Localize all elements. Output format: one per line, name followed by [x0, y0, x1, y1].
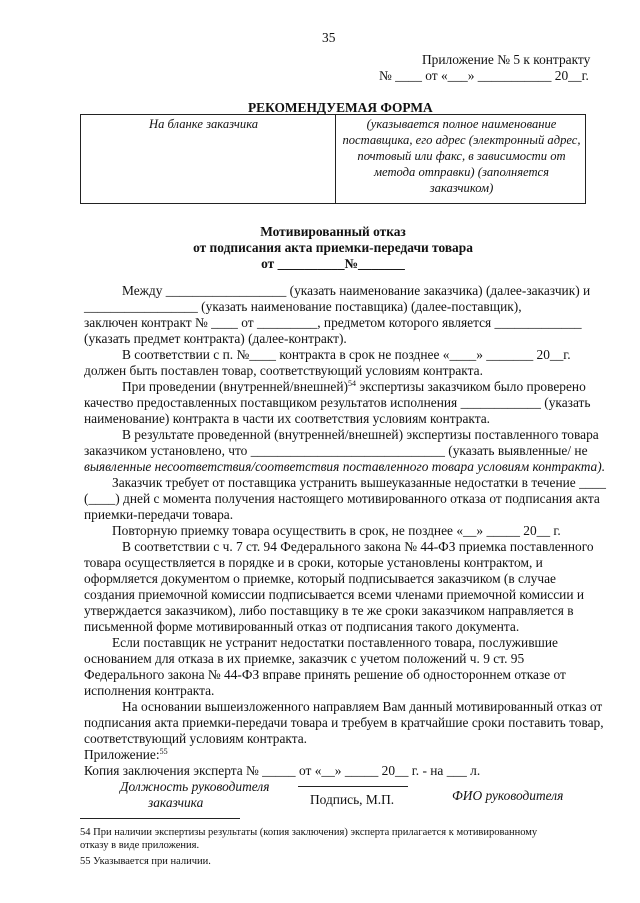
body-line-1: Между __________________ (указать наименование заказчика) (далее-заказчик) и: [122, 283, 591, 298]
footnote-ref-55: 55: [159, 747, 168, 756]
body-line-9: наименование) контракта в части их соответствия условиям контракта.: [84, 411, 491, 426]
doc-title-2: от подписания акта приемки-передачи товара: [193, 240, 473, 255]
signature-position-2: заказчика: [148, 795, 204, 810]
form-table-right-2: поставщика, его адрес (электронный адрес,: [342, 133, 581, 147]
form-header-table: [80, 114, 586, 204]
body-line-6: должен быть поставлен товар, соответствующий условиям контракта.: [84, 363, 483, 378]
body-line-2: _________________ (указать наименование поставщика) (далее-поставщик),: [84, 299, 522, 314]
body-line-17: В соответствии с ч. 7 ст. 94 Федерального закона № 44-ФЗ приемка поставленного: [122, 539, 594, 554]
form-table-right-3: почтовый или факс, в зависимости от: [357, 149, 566, 163]
doc-title-1: Мотивированный отказ: [260, 224, 406, 239]
body-line-23: Если поставщик не устранит недостатки поставленного товара, послужившие: [112, 635, 558, 650]
body-line-7: [122, 379, 586, 395]
signature-position-1: Должность руководителя: [120, 779, 270, 794]
body-line-5: В соответствии с п. №____ контракта в срок не позднее «____» _______ 20__г.: [122, 347, 571, 362]
signature-line: [298, 786, 408, 787]
form-table-right-5: заказчиком): [429, 181, 494, 195]
body-line-14: (____) дней с момента получения настоящего мотивированного отказа от подписания акта: [84, 491, 600, 506]
footnote-54-line-2: отказу в виде приложения.: [80, 840, 200, 851]
body-line-4: (указать предмет контракта) (далее-контракт).: [84, 331, 347, 346]
body-line-21: утверждается заказчиком), либо поставщику в те же сроки заказчиком направляется в: [84, 603, 574, 618]
footnote-55: 55 Указывается при наличии.: [80, 856, 211, 867]
footnote-separator: [80, 818, 240, 819]
body-line-7-tail: экспертизы заказчиком было проверено: [359, 379, 586, 394]
attachment-line: [84, 747, 168, 763]
body-line-7-text: При проведении (внутренней/внешней): [122, 379, 348, 394]
form-table-left: На бланке заказчика: [149, 117, 259, 131]
body-line-3: заключен контракт № ____ от _________, предметом которого является _____________: [84, 315, 582, 330]
appendix-line-1: Приложение № 5 к контракту: [422, 52, 591, 67]
body-line-16: Повторную приемку товара осуществить в срок, не позднее «__» _____ 20__ г.: [112, 523, 561, 538]
body-line-18: товара осуществляется в порядке и в сроки, которые установлены контрактом, и: [84, 555, 543, 570]
body-line-8: качество предоставленных поставщиком результатов исполнения ____________ (указать: [84, 395, 591, 410]
body-line-24: основанием для отказа в их приемке, заказчик с учетом положений ч. 9 ст. 95: [84, 651, 525, 666]
body-line-15: приемки-передачи товара.: [84, 507, 234, 522]
footnote-ref-54: 54: [348, 379, 356, 388]
form-table-right-1: (указывается полное наименование: [366, 117, 557, 131]
signature-name: ФИО руководителя: [452, 788, 564, 803]
body-line-11: заказчиком установлено, что _____________________________ (указать выявленные/ не: [84, 443, 588, 458]
body-line-25: Федерального закона № 44-ФЗ вправе принять решение об одностороннем отказе от: [84, 667, 566, 682]
attachment-label: Приложение:: [84, 747, 160, 762]
expert-copy-line: Копия заключения эксперта № _____ от «__» _____ 20__ г. - на ___ л.: [84, 763, 481, 778]
body-line-12: выявленные несоответствия/соответствия поставленного товара условиям контракта).: [84, 459, 606, 474]
signature-label: Подпись, М.П.: [310, 792, 395, 807]
form-table-right-4: метода отправки) (заполняется: [373, 165, 550, 179]
body-line-13: Заказчик требует от поставщика устранить вышеуказанные недостатки в течение ____: [112, 475, 606, 490]
body-line-27: На основании вышеизложенного направляем Вам данный мотивированный отказ от: [122, 699, 603, 714]
body-line-20: создания приемочной комиссии подписывается всеми членами приемочной комиссии и: [84, 587, 584, 602]
body-line-28: подписания акта приемки-передачи товара и требуем в кратчайшие сроки поставить товар,: [84, 715, 604, 730]
body-line-22: письменной форме мотивированный отказ от подписания такого документа.: [84, 619, 520, 634]
body-line-29: соответствующий условиям контракта.: [84, 731, 308, 746]
appendix-line-2: № ____ от «___» ___________ 20__г.: [379, 68, 589, 83]
body-line-26: исполнения контракта.: [84, 683, 215, 698]
footnote-54-line-1: 54 При наличии экспертизы результаты (копия заключения) эксперта прилагается к мотивированному: [80, 827, 538, 838]
doc-title-3: от __________№_______: [261, 256, 405, 271]
form-label: РЕКОМЕНДУЕМАЯ ФОРМА: [248, 100, 433, 115]
body-line-19: оформляется документом о приемке, который подписывается заказчиком (в случае: [84, 571, 556, 586]
page-number: 35: [322, 30, 336, 45]
body-line-10: В результате проведенной (внутренней/внешней) экспертизы поставленного товара: [122, 427, 599, 442]
